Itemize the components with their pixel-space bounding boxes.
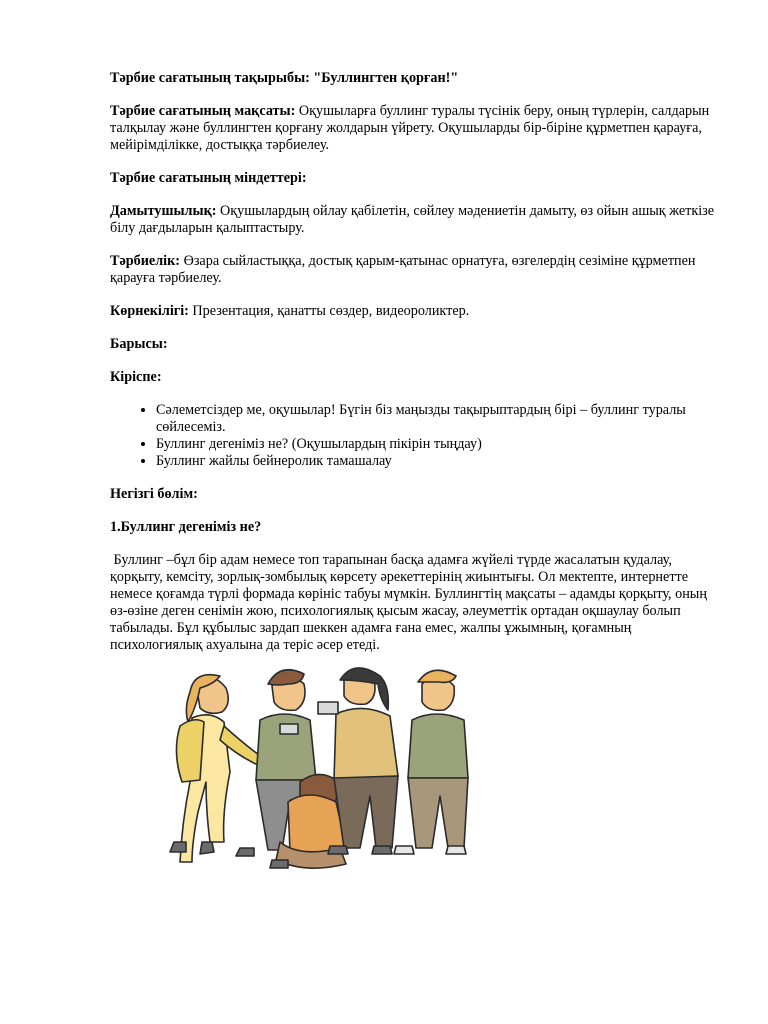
list-item: • Сәлеметсіздер ме, оқушылар! Бүгін біз маңызды тақырыптардың бірі – буллинг туралы сөйлесеміз. <box>156 402 715 436</box>
developmental-label: Дамытушылық: <box>110 203 217 219</box>
bullying-illustration <box>140 662 530 892</box>
document-body <box>110 70 715 670</box>
developmental-text: Оқушылардың ойлау қабілетін, сөйлеу мәдениетін дамыту, өз ойын ашық жеткізе білу дағдыларын қалыптастыру. <box>110 203 715 236</box>
section1-heading: 1.Буллинг дегеніміз не? <box>110 519 262 535</box>
developmental-paragraph <box>110 203 715 237</box>
tasks-heading: Тәрбие сағатының міндеттері: <box>110 170 307 186</box>
figure-girl-yellow <box>170 675 266 862</box>
topic-line <box>110 70 715 87</box>
educational-paragraph <box>110 253 715 287</box>
goal-paragraph <box>110 103 715 154</box>
intro-heading: Кіріспе: <box>110 369 162 385</box>
visuals-text: Презентация, қанатты сөздер, видеороликтер. <box>192 303 470 319</box>
progress-heading: Барысы: <box>110 336 168 352</box>
visuals-paragraph <box>110 303 715 320</box>
topic-text: "Буллингтен қорған!" <box>313 70 459 86</box>
goal-label: Тәрбие сағатының мақсаты: <box>110 103 296 119</box>
main-heading: Негізгі бөлім: <box>110 486 198 502</box>
visuals-label: Көрнекілігі: <box>110 303 189 319</box>
list-item: • Буллинг жайлы бейнеролик тамашалау <box>156 453 715 470</box>
educational-text: Өзара сыйластыққа, достық қарым-қатынас орнатуға, өзгелердің сезіміне құрметпен қарауға тәрбиелеу. <box>110 253 696 286</box>
goal-text: Оқушыларға буллинг туралы түсінік беру, оның түрлерін, салдарын талқылау және буллингтен қорғану жолдарын үйрету. Оқушыларды бір-біріне құрметпен қарауға, мейірімділікке, достыққа тәрбиелеу. <box>110 103 710 153</box>
topic-label: Тәрбие сағатының тақырыбы: <box>110 70 310 86</box>
educational-label: Тәрбиелік: <box>110 253 181 269</box>
intro-list <box>110 402 715 470</box>
list-item: • Буллинг дегеніміз не? (Оқушылардың пікірін тыңдау) <box>156 436 715 453</box>
section1-paragraph: Буллинг –бұл бір адам немесе топ тарапынан басқа адамға жүйелі түрде жасалатын қудалау, қорқыту, кемсіту, зорлық-зомбылық көрсету әрекеттерінің жиынтығы. Ол мектепте, интернетте немесе қоғамда түрлі формада көрініс табуы мүмкін. Буллингтің мақсаты – адамды қорқыту, оның өз-өзіне деген сенімін жою, психологиялық қысым жасау, әлеуметтік ортадан оқшаулау болып табылады. Бұл құбылыс зардап шеккен адамға ғана емес, жалпы ұжымның, қоғамның психологиялық ахуалына да теріс әсер етеді. <box>110 552 711 653</box>
figure-boy-green <box>394 670 468 854</box>
